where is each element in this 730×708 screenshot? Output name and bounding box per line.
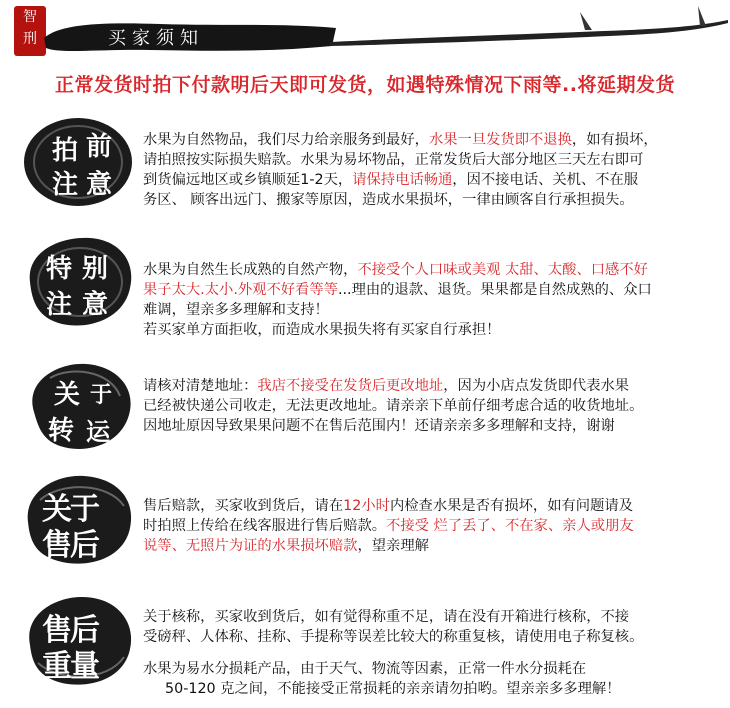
section-text — [143, 496, 721, 556]
section-text — [143, 260, 721, 340]
text-line: 说等、无照片为证的水果损坏赔款，望亲理解 — [143, 538, 429, 554]
badge-char: 关 — [54, 380, 81, 410]
seal-char-2: 刑 — [23, 31, 37, 47]
badge-char: 特 — [46, 254, 73, 284]
text-line: 50-120 克之间，不能接受正常损耗的亲亲请勿拍哟。望亲亲多多理解！ — [165, 681, 621, 697]
badge-word: 关于 — [42, 492, 98, 527]
seal-char-1: 智 — [23, 9, 37, 25]
badge-char: 意 — [82, 290, 109, 320]
text-line: 果子太大.太小.外观不好看等等...理由的退款、退货。果果都是自然成熟的、众口 — [143, 282, 652, 298]
text-line: 水果为易水分损耗产品，由于天气、物流等因素，正常一件水分损耗在 — [143, 661, 587, 677]
section-special-notes — [0, 232, 730, 342]
text-line: 时拍照上传给在线客服进行售后赔款。不接受 烂了丢了、不在家、亲人或朋友 — [143, 518, 634, 534]
badge-char: 别 — [82, 254, 109, 284]
section-weight — [0, 585, 730, 708]
badge-char: 于 — [90, 382, 113, 408]
badge-char: 转 — [48, 416, 75, 446]
badge-word: 售后 — [42, 528, 98, 563]
text-line: 关于核称，买家收到货后，如有觉得称重不足，请在没有开箱进行核称，不接 — [143, 609, 630, 625]
badge-word: 售后 — [42, 613, 98, 648]
badge-before-purchase — [20, 112, 138, 212]
text-line: 难调，望亲多多理解和支持！ — [143, 302, 329, 318]
badge-char: 前 — [86, 132, 113, 162]
text-line: 已经被快递公司收走，无法更改地址。请亲亲下单前仔细考虑合适的收货地址。 — [143, 398, 644, 414]
text-line: 售后赔款，买家收到货后，请在12小时内检查水果是否有损坏，如有问题请及 — [143, 498, 633, 514]
text-line: 请核对清楚地址：我店不接受在发货后更改地址，因为小店点发货即代表水果 — [143, 378, 630, 394]
badge-char: 意 — [86, 170, 113, 200]
text-line: 水果为自然物品，我们尽力给亲服务到最好，水果一旦发货即不退换，如有损坏， — [143, 132, 658, 148]
badge-char: 注 — [46, 290, 73, 320]
badge-word: 重量 — [42, 649, 98, 684]
badge-shipping — [20, 356, 138, 456]
badge-char: 拍 — [52, 136, 79, 166]
text-line: 到货偏远地区或乡镇顺延1-2天，请保持电话畅通，因不接电话、关机、不在服 — [143, 172, 639, 188]
text-line: 因地址原因导致果果问题不在售后范围内！还请亲亲多多理解和支持，谢谢 — [143, 418, 615, 434]
section-text — [143, 130, 721, 210]
section-after-sales — [0, 470, 730, 580]
badge-char: 注 — [52, 170, 79, 200]
shipping-notice: 正常发货时拍下付款明后天即可发货，如遇特殊情况下雨等..将延期发货 — [55, 74, 675, 96]
text-line: 务区、 顾客出远门、搬家等原因，造成水果损坏，一律由顾客自行承担损失。 — [143, 192, 634, 208]
text-line: 若买家单方面拒收，而造成水果损失将有买家自行承担！ — [143, 322, 501, 338]
badge-char: 运 — [86, 417, 110, 446]
badge-weight — [20, 591, 138, 691]
section-before-purchase — [0, 112, 730, 222]
text-line: 请拍照按实际损失赔款。水果为易坏物品，正常发货后大部分地区三天左右即可 — [143, 152, 644, 168]
badge-after-sales — [20, 470, 138, 570]
section-shipping-address — [0, 350, 730, 460]
page-header — [0, 0, 730, 62]
section-text — [143, 376, 721, 436]
text-line: 受磅秤、人体称、挂称、手提称等误差比较大的称重复核，请使用电子称复核。 — [143, 629, 644, 645]
badge-special-notes — [20, 232, 138, 332]
section-text — [143, 607, 721, 699]
page-title: 买家须知 — [108, 28, 204, 49]
decorative-brush-line — [330, 0, 730, 60]
text-line: 水果为自然生长成熟的自然产物，不接受个人口味或美观 太甜、太酸、口感不好 — [143, 262, 648, 278]
